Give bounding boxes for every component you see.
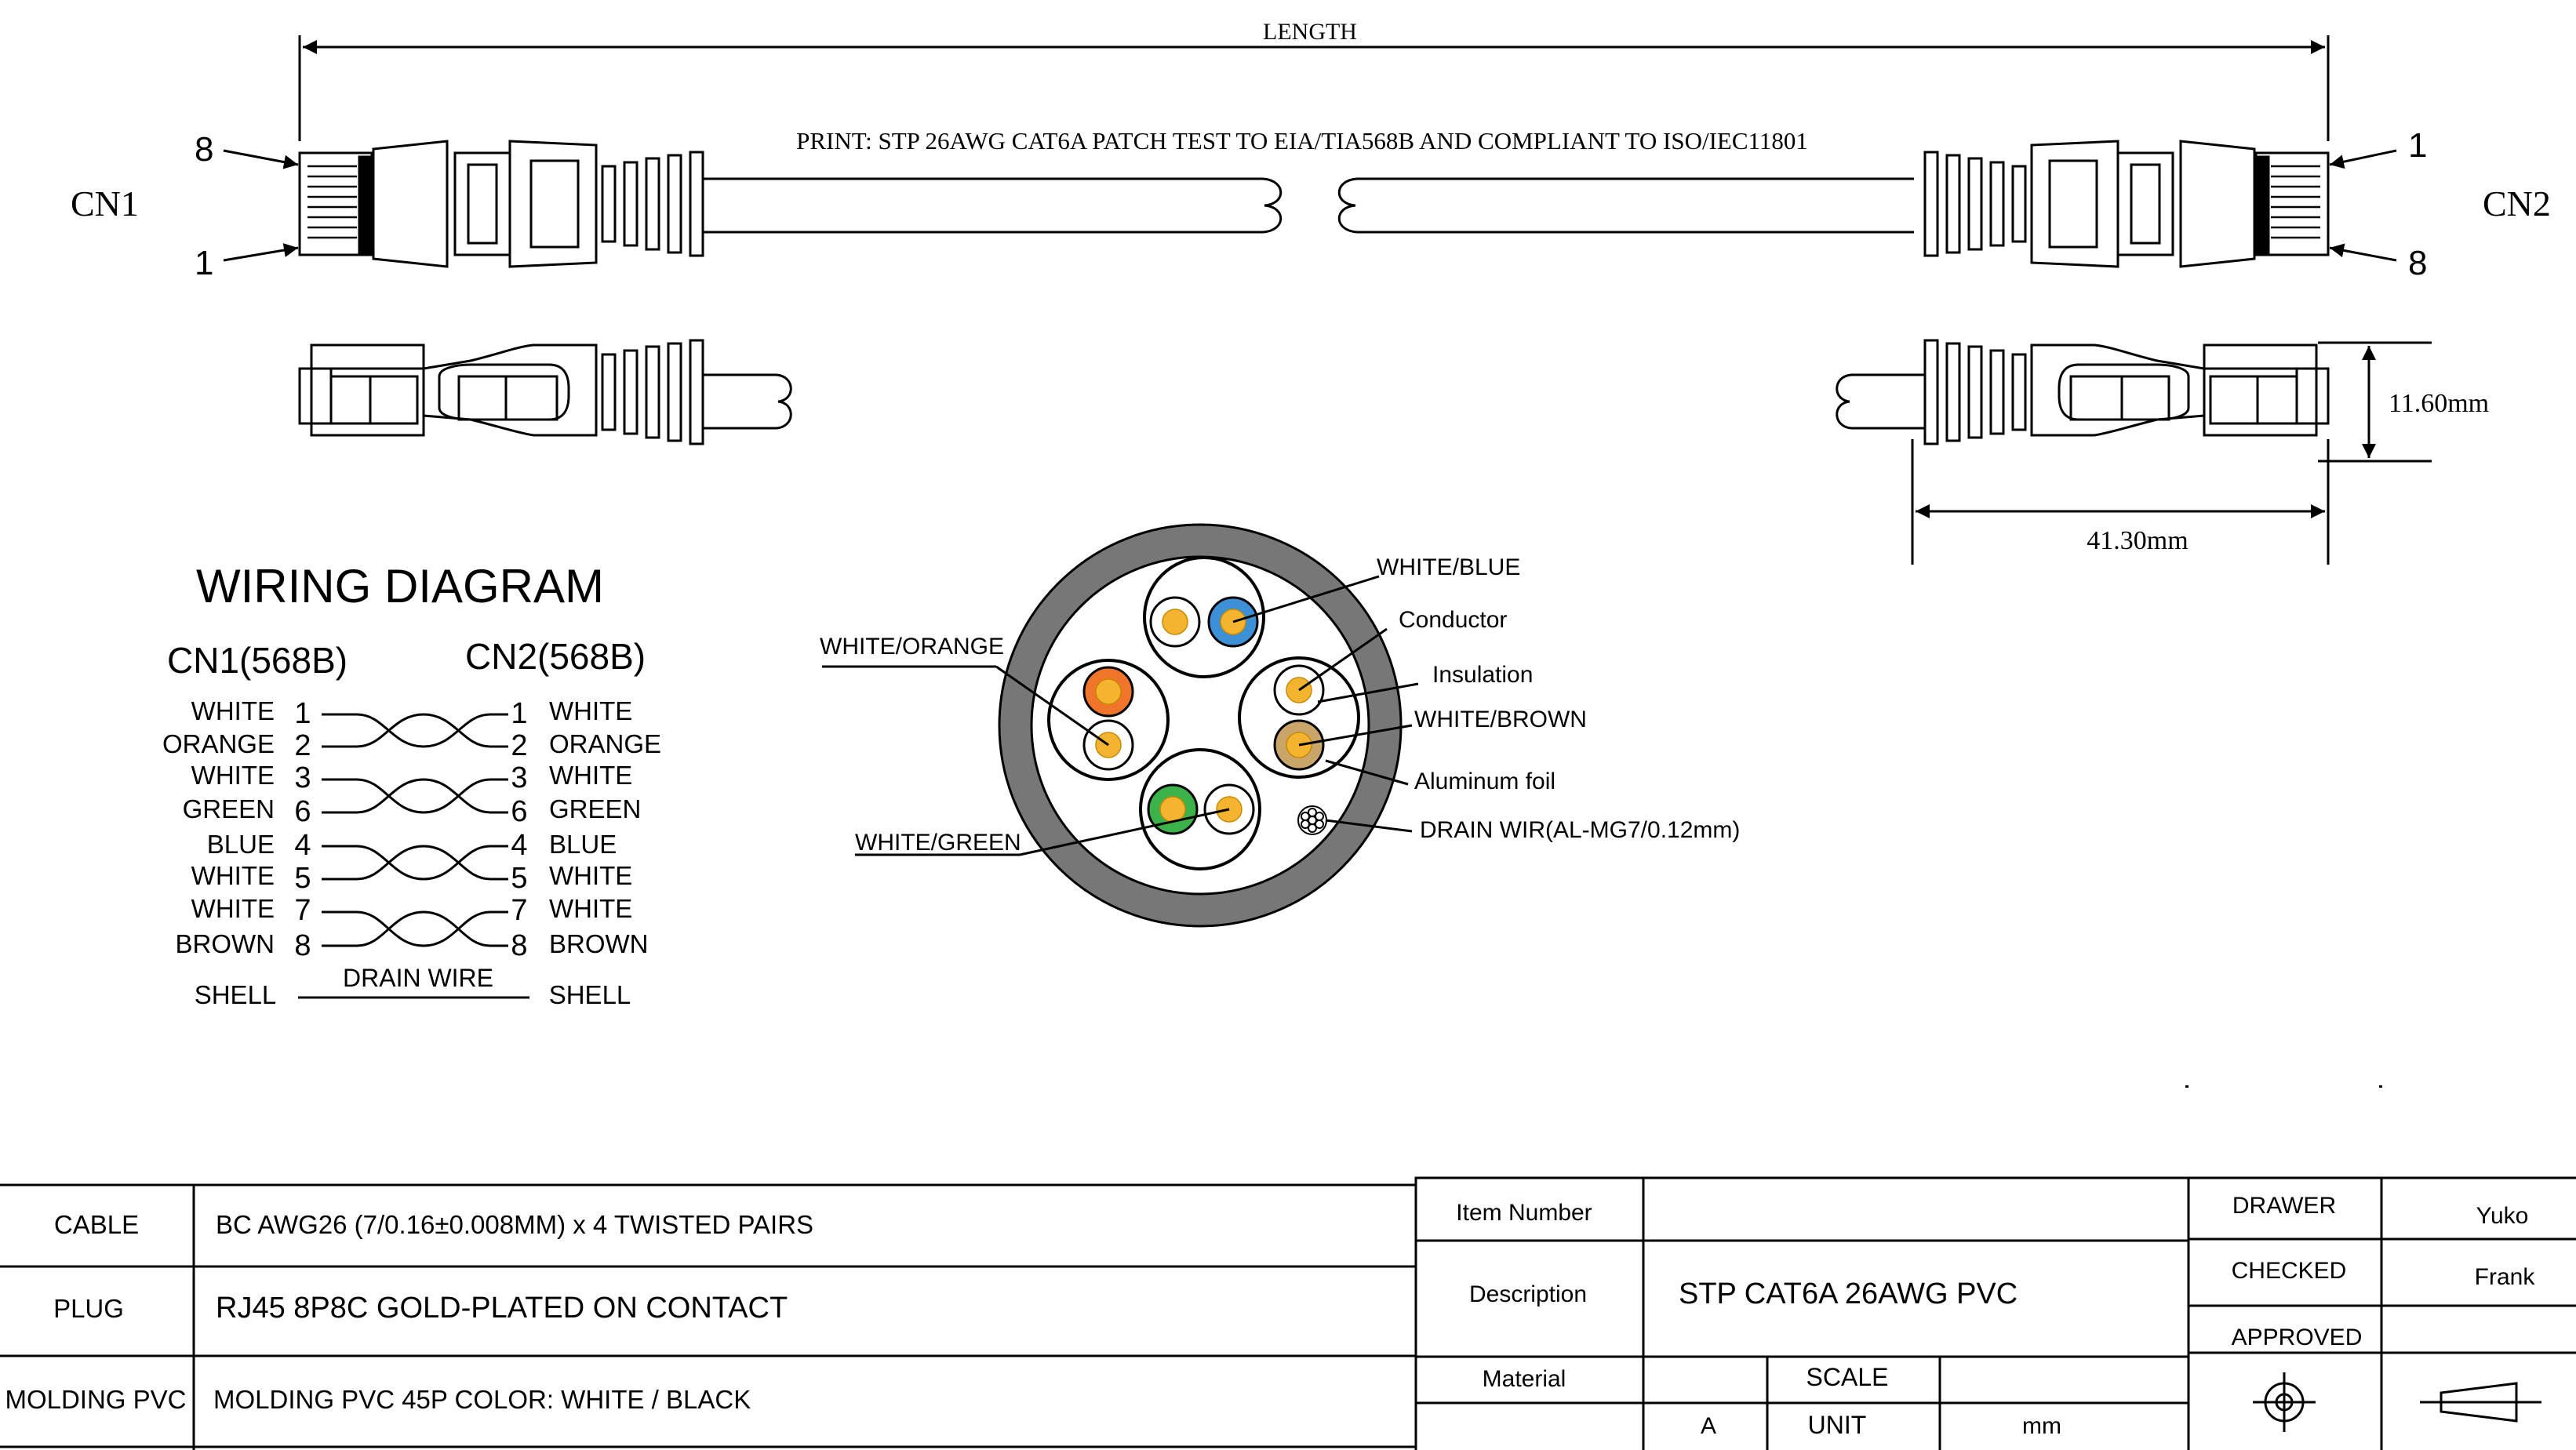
side-view-left: [300, 340, 791, 444]
cn1-pin-top: 8: [195, 130, 214, 169]
cn2-pin1-arrow: [2330, 151, 2396, 165]
material-label: Material: [1482, 1366, 1566, 1392]
sheet-value: A: [1700, 1413, 1717, 1439]
left-pin-1: 1: [294, 697, 311, 730]
left-color-1: WHITE: [191, 696, 275, 725]
label-insulation: Insulation: [1432, 662, 1534, 688]
right-color-2: ORANGE: [549, 729, 662, 758]
checked-value: Frank: [2474, 1264, 2535, 1290]
drain-wire-label: DRAIN WIRE: [343, 964, 493, 992]
shell-right: SHELL: [548, 980, 631, 1009]
right-color-3: WHITE: [549, 761, 633, 790]
cn2-pin-bottom: 8: [2408, 244, 2428, 282]
label-white-green: WHITE/GREEN: [855, 830, 1021, 856]
side-view-right: [1837, 340, 2328, 444]
scale-label: SCALE: [1806, 1363, 1889, 1391]
wiring-left-pins: [294, 697, 311, 962]
molding-label: MOLDING PVC: [5, 1385, 187, 1414]
right-pin-7: 7: [511, 894, 528, 927]
left-pin-5: 4: [294, 829, 311, 862]
twisted-pair-lines: [298, 714, 529, 998]
label-white-blue: WHITE/BLUE: [1377, 554, 1521, 580]
cn2-plug: [1925, 141, 2328, 267]
left-pin-3: 3: [294, 761, 311, 794]
left-color-2: ORANGE: [162, 729, 275, 758]
label-conductor: Conductor: [1399, 607, 1508, 633]
cn1-pin-bottom: 1: [195, 244, 214, 282]
label-white-brown: WHITE/BROWN: [1414, 707, 1587, 732]
unit-label: UNIT: [1807, 1411, 1867, 1439]
right-pin-3: 3: [511, 761, 528, 794]
cable-cross-section: [820, 525, 1740, 926]
wiring-right-colors: [549, 696, 661, 958]
dim-length-label: 41.30mm: [2087, 526, 2189, 555]
label-white-orange: WHITE/ORANGE: [820, 634, 1005, 660]
left-color-8: BROWN: [175, 929, 275, 958]
cn2-pin-top: 1: [2408, 126, 2428, 165]
left-pin-7: 7: [294, 894, 311, 927]
shell-left: SHELL: [194, 980, 277, 1009]
right-pin-8: 8: [511, 929, 528, 962]
left-pin-2: 2: [294, 729, 311, 762]
cn1-plug: [300, 141, 1914, 267]
spec-table-text: [5, 1210, 813, 1414]
description-label: Description: [1468, 1281, 1588, 1307]
drawer-label: DRAWER: [2232, 1193, 2337, 1219]
drain-wire: [1298, 806, 1326, 834]
dim-height-label: 11.60mm: [2389, 389, 2490, 418]
right-pin-6: 5: [511, 862, 528, 895]
unit-value: mm: [2022, 1413, 2061, 1439]
right-color-6: WHITE: [549, 861, 633, 890]
wiring-left-colors: [162, 696, 275, 958]
right-color-1: WHITE: [549, 696, 633, 725]
cn2-pin8-arrow: [2330, 248, 2396, 260]
left-color-5: BLUE: [206, 830, 275, 859]
cn1-pin1-arrow: [224, 248, 298, 260]
plug-label: PLUG: [53, 1294, 124, 1323]
wiring-title: WIRING DIAGRAM: [196, 560, 604, 612]
left-color-7: WHITE: [191, 894, 275, 923]
right-color-8: BROWN: [549, 929, 649, 958]
right-pin-1: 1: [511, 697, 528, 730]
right-pin-5: 4: [511, 829, 528, 862]
checked-label: CHECKED: [2231, 1258, 2347, 1284]
right-pin-4: 6: [511, 795, 528, 828]
cone-symbol-icon: [2420, 1383, 2541, 1421]
label-aluminum-foil: Aluminum foil: [1414, 769, 1556, 794]
right-color-5: BLUE: [549, 830, 617, 859]
wiring-right-pins: [511, 697, 527, 962]
print-text: PRINT: STP 26AWG CAT6A PATCH TEST TO EIA/TIA568B AND COMPLIANT TO ISO/IEC11801: [796, 127, 1808, 154]
left-pin-8: 8: [294, 929, 311, 962]
cn2-label: CN2: [2483, 184, 2551, 223]
cn1-header: CN1(568B): [167, 640, 348, 681]
left-color-6: WHITE: [191, 861, 275, 890]
item-number-label: Item Number: [1456, 1200, 1592, 1226]
left-pin-6: 5: [294, 862, 311, 895]
right-pin-2: 2: [511, 729, 528, 762]
label-drain-wire: DRAIN WIR(AL-MG7/0.12mm): [1420, 817, 1741, 843]
description-value: STP CAT6A 26AWG PVC: [1679, 1277, 2018, 1310]
cn1-label: CN1: [71, 184, 139, 223]
projection-symbol-icon: [2253, 1372, 2316, 1432]
length-label: LENGTH: [1263, 19, 1357, 45]
stray-marks: [2185, 1085, 2382, 1088]
right-color-4: GREEN: [549, 794, 642, 823]
cn2-header: CN2(568B): [465, 636, 646, 677]
drawer-value: Yuko: [2476, 1203, 2529, 1229]
right-color-7: WHITE: [549, 894, 633, 923]
cable-value: BC AWG26 (7/0.16±0.008MM) x 4 TWISTED PAIRS: [216, 1210, 814, 1239]
cable-label: CABLE: [53, 1210, 140, 1239]
wiring-diagram: [162, 560, 661, 1009]
molding-value: MOLDING PVC 45P COLOR: WHITE / BLACK: [213, 1385, 751, 1414]
left-pin-4: 6: [294, 795, 311, 828]
approved-label: APPROVED: [2231, 1325, 2363, 1350]
left-color-3: WHITE: [191, 761, 275, 790]
left-color-4: GREEN: [182, 794, 275, 823]
plug-value: RJ45 8P8C GOLD-PLATED ON CONTACT: [216, 1292, 788, 1325]
cn1-pin8-arrow: [224, 151, 298, 165]
